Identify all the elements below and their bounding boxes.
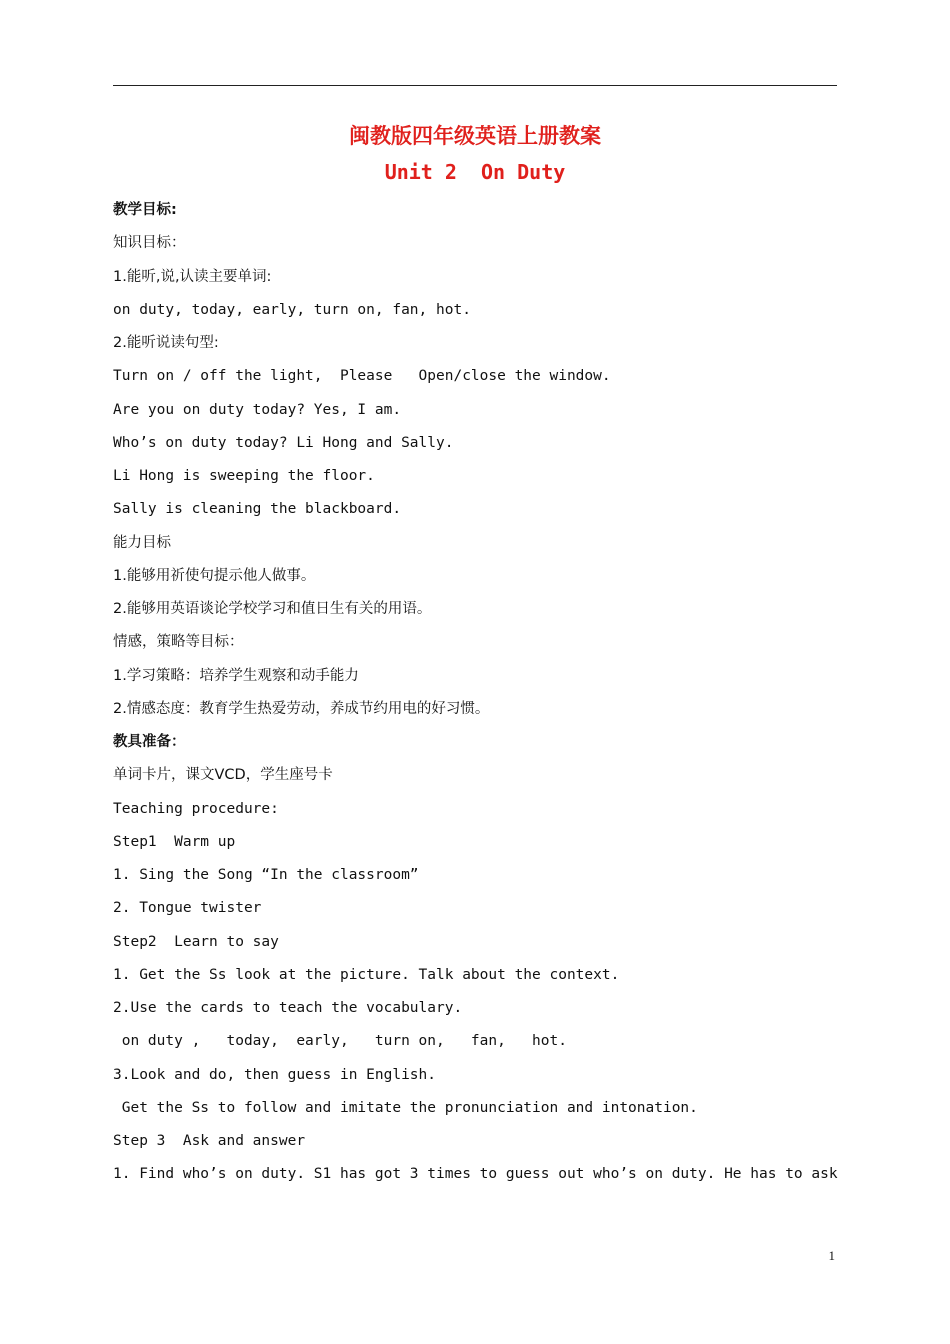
- page-number: 1: [828, 1248, 835, 1263]
- text-line: 2. Tongue twister: [113, 900, 262, 917]
- unit-title: Unit 2 On Duty: [384, 160, 566, 184]
- text-line: Turn on / off the light, Please Open/close the window.: [113, 368, 611, 385]
- text-line: Step2 Learn to say: [113, 933, 279, 950]
- text-line: 2.情感态度：教育学生热爱劳动，养成节约用电的好习惯。: [113, 700, 490, 717]
- text-line: 情感，策略等目标：: [113, 634, 244, 651]
- text-line: 能力目标: [113, 534, 171, 551]
- text-line: 1. Sing the Song “In the classroom”: [113, 867, 419, 883]
- text-line: 3.Look and do, then guess in English.: [113, 1066, 437, 1083]
- text-line: Teaching procedure:: [113, 800, 279, 817]
- text-line: Step 3 Ask and answer: [113, 1133, 306, 1149]
- section-heading: 教具准备：: [113, 734, 186, 750]
- text-line: 1.学习策略：培养学生观察和动手能力: [113, 667, 359, 684]
- text-line: 2.能听说读句型:: [113, 335, 219, 351]
- text-line: 知识目标：: [113, 235, 186, 252]
- lesson-plan-body: [113, 198, 843, 1196]
- text-line: Step1 Warm up: [113, 833, 236, 850]
- text-line: 2.Use the cards to teach the vocabulary.: [113, 1000, 463, 1016]
- header-rule: [113, 85, 837, 86]
- text-line: on duty , today, early, turn on, fan, hot.: [113, 1033, 567, 1050]
- text-line: Get the Ss to follow and imitate the pronunciation and intonation.: [113, 1099, 698, 1116]
- text-line: 2.能够用英语谈论学校学习和值日生有关的用语。: [113, 601, 432, 617]
- text-line: Li Hong is sweeping the floor.: [113, 468, 375, 484]
- text-line: 1.能够用祈使句提示他人做事。: [113, 567, 316, 584]
- text-line: on duty, today, early, turn on, fan, hot.: [113, 301, 471, 318]
- text-line: Who’s on duty today? Li Hong and Sally.: [113, 434, 454, 451]
- text-line: 单词卡片，课文VCD，学生座号卡: [113, 767, 333, 784]
- text-line: 1. Get the Ss look at the picture. Talk about the context.: [113, 966, 620, 983]
- text-line: 1. Find who’s on duty. S1 has got 3 times to guess out who’s on duty. He has to ask: [113, 1166, 838, 1183]
- text-line: Sally is cleaning the blackboard.: [113, 501, 402, 518]
- text-line: Are you on duty today? Yes, I am.: [113, 401, 402, 418]
- text-line: 1.能听,说,认读主要单词:: [113, 268, 272, 285]
- document-title: 闽教版四年级英语上册教案: [349, 124, 601, 148]
- section-heading: 教学目标:: [113, 202, 177, 218]
